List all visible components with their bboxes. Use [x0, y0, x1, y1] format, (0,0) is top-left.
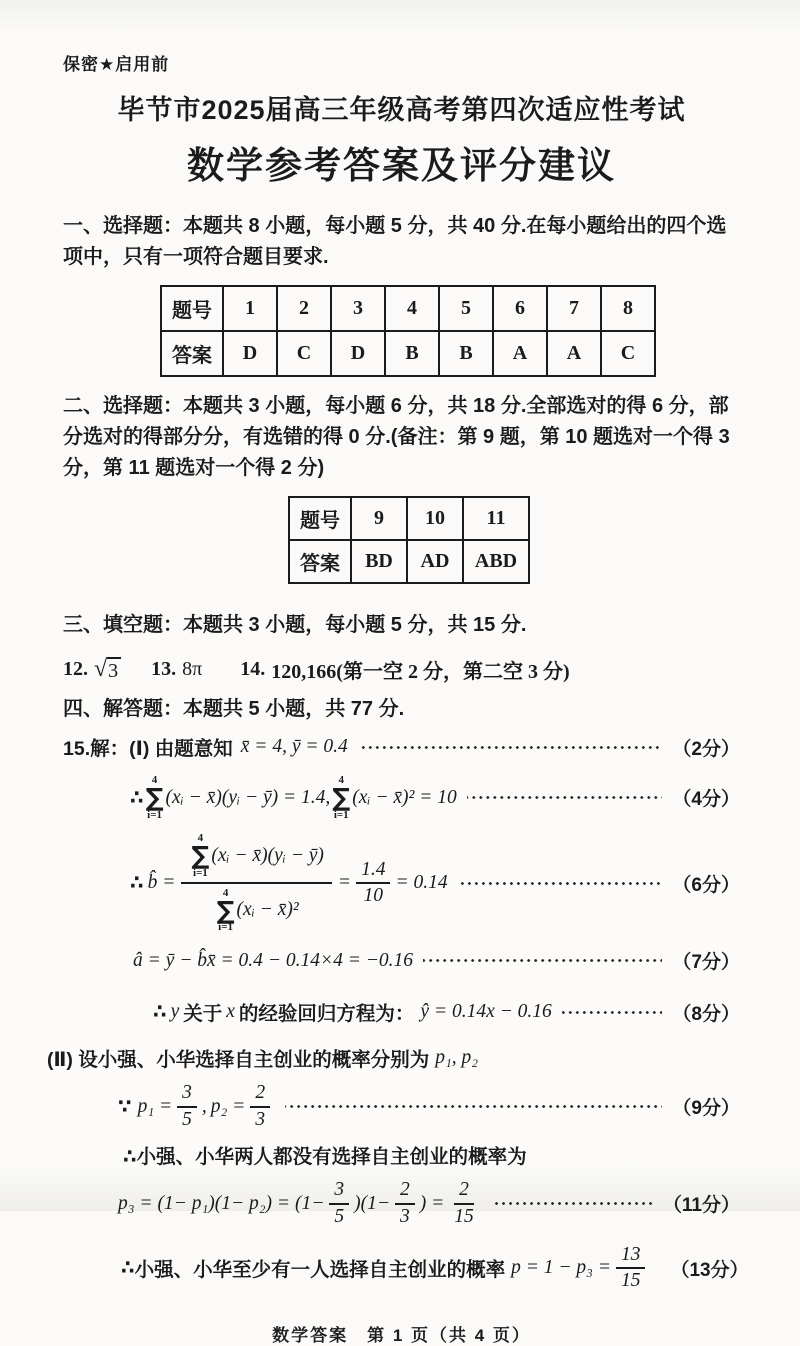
equals-sign: =	[337, 872, 352, 893]
score-badge: （7分）	[672, 952, 740, 974]
q15-line-neither	[63, 1141, 740, 1169]
sum-upper-limit: 4	[197, 831, 204, 844]
line-text: 关于	[183, 1003, 223, 1026]
math-expression: p₁ =	[137, 1095, 173, 1117]
fraction-numerator: 2	[395, 1179, 415, 1204]
math-expression: p₃ = (1− p₁)(1− p₂) = (1−	[118, 1192, 325, 1214]
sum-lower-limit: i=1	[218, 921, 233, 934]
sum-lower-limit: i=1	[333, 808, 349, 821]
dotted-leader	[458, 882, 663, 885]
sum-upper-limit: 4	[338, 774, 344, 786]
answer-cell: B	[439, 331, 493, 376]
therefore-symbol: ∴	[121, 1257, 135, 1280]
fraction-numerator: 1.4	[356, 859, 390, 884]
therefore-symbol: ∴	[130, 872, 144, 894]
answer-cell: AD	[407, 540, 463, 583]
fraction-numerator: 13	[616, 1244, 646, 1269]
dotted-leader	[562, 1011, 663, 1014]
score-badge: （9分）	[672, 1098, 740, 1120]
fraction-denominator: 5	[182, 1108, 192, 1130]
answer-cell: D	[223, 331, 277, 376]
fraction	[250, 1082, 270, 1131]
q15-line-sums	[63, 775, 740, 821]
table-row	[161, 286, 655, 331]
section1-heading: 一、选择题：本题共 8 小题，每小题 5 分，共 40 分.在每小题给出的四个选项中，只有一项符合题目要求.	[63, 215, 727, 268]
fraction-denominator: 10	[363, 885, 384, 906]
answer-cell: BD	[351, 540, 407, 583]
answer-table-q1-8	[160, 285, 656, 377]
summation	[217, 888, 235, 934]
dotted-leader	[467, 796, 663, 799]
fraction	[449, 1179, 479, 1228]
answer-header: 答案	[289, 540, 351, 583]
exam-title: 毕节市2025届高三年级高考第四次适应性考试	[117, 95, 686, 125]
question-number-cell: 7	[547, 286, 601, 331]
answer-cell: D	[331, 331, 385, 376]
radicand: 3	[107, 657, 121, 682]
q15-line-part2	[47, 1044, 740, 1072]
answer-cell: B	[385, 331, 439, 376]
security-notice: 保密★启用前	[63, 55, 170, 74]
q15-line-final	[63, 1243, 749, 1293]
answer-header: 答案	[161, 331, 223, 376]
question-number-cell: 11	[463, 497, 529, 540]
q14-label: 14.	[240, 658, 266, 680]
fraction-numerator: 2	[250, 1082, 270, 1107]
fraction-numerator: 2	[454, 1179, 474, 1204]
score-badge: （6分）	[672, 874, 740, 896]
score-badge: （13分）	[670, 1259, 749, 1281]
y-variable: y	[170, 1001, 180, 1023]
sum-upper-limit: 4	[151, 774, 158, 786]
section3-heading: 三、填空题：本题共 3 小题，每小题 5 分，共 15 分.	[63, 614, 527, 636]
therefore-symbol: ∴	[130, 786, 144, 809]
q15-line-bhat	[63, 833, 740, 934]
fraction-numerator	[181, 833, 332, 884]
big-fraction	[181, 833, 332, 934]
comma: ,	[201, 1095, 207, 1117]
question-number-cell: 3	[331, 286, 385, 331]
fraction	[395, 1179, 415, 1228]
question-number-cell: 1	[223, 286, 277, 331]
fraction-denominator: 3	[400, 1205, 410, 1227]
question-number-cell: 9	[351, 497, 407, 540]
fraction-numerator: 3	[177, 1082, 197, 1107]
section4-heading: 四、解答题：本题共 5 小题，共 77 分.	[63, 698, 405, 720]
answer-cell: C	[277, 331, 331, 376]
q15-line-given	[63, 733, 740, 761]
question-number-cell: 4	[385, 286, 439, 331]
math-expression: ) =	[419, 1192, 445, 1214]
sigma-symbol: ∑	[216, 895, 235, 925]
q12-label: 12.	[63, 658, 88, 680]
dotted-leader	[494, 1202, 653, 1205]
math-expression: b̂ =	[147, 872, 176, 893]
q13-answer: 8π	[182, 658, 203, 680]
question-number-header: 题号	[289, 497, 351, 540]
sigma-symbol: ∑	[332, 783, 351, 812]
q15-line-ahat	[63, 947, 740, 974]
page-footer: 数学答案 第 1 页（共 4 页）	[272, 1325, 531, 1345]
math-expression: (xᵢ − x̄)²	[236, 899, 299, 921]
answer-cell: C	[601, 331, 655, 376]
q14-answer: 120,166(第一空 2 分，第二空 3 分)	[271, 661, 570, 683]
dotted-leader	[358, 746, 663, 749]
fraction-denominator: 15	[454, 1205, 474, 1227]
summation	[332, 775, 350, 821]
fraction	[616, 1244, 646, 1293]
section2-heading: 二、选择题：本题共 3 小题，每小题 6 分，共 18 分.全部选对的得 6 分，部分选对的得部分分，有选错的得 0 分.(备注：第 9 题，第 10 题选对一个得 3 分，第 11 题选对一个得 2 分)	[63, 395, 730, 479]
math-expression: (xᵢ − x̄)² = 10	[352, 786, 457, 808]
dotted-leader	[285, 1105, 662, 1108]
fraction	[329, 1179, 349, 1228]
question-number-header: 题号	[161, 286, 223, 331]
score-badge: （8分）	[672, 1003, 740, 1025]
answer-cell: A	[547, 331, 601, 376]
sum-upper-limit: 4	[222, 886, 229, 899]
math-expression: â = ȳ − b̂x̄ = 0.4 − 0.14×4 = −0.16	[133, 949, 414, 971]
score-badge: （11分）	[662, 1195, 740, 1217]
math-expression: (xᵢ − x̄)(yᵢ − ȳ)	[211, 844, 324, 866]
line-text: 15.解：(Ⅰ) 由题意知	[63, 738, 233, 760]
question-number-cell: 8	[601, 286, 655, 331]
score-badge: （2分）	[672, 738, 740, 760]
score-badge: （4分）	[672, 789, 740, 811]
fraction-denominator: 15	[620, 1270, 641, 1292]
answer-cell: A	[493, 331, 547, 376]
document-title: 数学参考答案及评分建议	[187, 145, 616, 186]
sigma-symbol: ∑	[191, 840, 210, 870]
math-expression: )(1−	[354, 1192, 391, 1214]
line-text: ∴小强、小华两人都没有选择自主创业的概率为	[123, 1146, 527, 1169]
fill-in-answers-line	[63, 655, 740, 684]
line-text: (Ⅱ) 设小强、小华选择自主创业的概率分别为	[47, 1049, 430, 1072]
q12-answer	[94, 657, 121, 682]
sigma-symbol: ∑	[145, 783, 164, 812]
sum-lower-limit: i=1	[147, 808, 162, 821]
answer-table-q9-11	[288, 496, 530, 584]
summation	[191, 833, 209, 879]
question-number-cell: 6	[493, 286, 547, 331]
fraction-denominator	[207, 884, 307, 934]
sum-lower-limit: i=1	[192, 866, 208, 879]
fraction	[177, 1082, 197, 1131]
line-text: 的经验回归方程为：	[238, 1003, 415, 1026]
math-expression: x̄ = 4, ȳ = 0.4	[240, 736, 348, 757]
q13-label: 13.	[151, 658, 177, 680]
answer-cell: ABD	[463, 540, 529, 583]
table-row	[289, 497, 529, 540]
math-expression: p₂ =	[210, 1095, 246, 1117]
line-text: 小强、小华至少有一人选择自主创业的概率	[134, 1259, 506, 1282]
q15-line-p3	[63, 1179, 740, 1228]
math-expression: p₁, p₂	[435, 1047, 479, 1069]
q15-line-probabilities	[63, 1082, 740, 1131]
radical-symbol: √	[94, 656, 108, 682]
table-row	[161, 331, 655, 376]
q15-line-regression	[63, 998, 740, 1026]
dotted-leader	[423, 959, 662, 962]
question-number-cell: 2	[277, 286, 331, 331]
fraction-denominator: 5	[334, 1205, 345, 1227]
question-number-cell: 5	[439, 286, 493, 331]
x-variable: x	[226, 1001, 235, 1023]
math-result: = 0.14	[395, 872, 448, 893]
math-expression: (xᵢ − x̄)(yᵢ − ȳ) = 1.4,	[165, 786, 331, 808]
therefore-symbol: ∴	[153, 1001, 167, 1024]
math-expression: p = 1 − p₃ =	[511, 1257, 611, 1279]
because-symbol: ∵	[118, 1095, 132, 1118]
fraction-numerator: 3	[329, 1179, 349, 1204]
summation	[146, 775, 164, 821]
fraction-denominator: 3	[255, 1108, 266, 1130]
question-number-cell: 10	[407, 497, 463, 540]
table-row	[289, 540, 529, 583]
fraction	[356, 859, 390, 908]
math-expression: ŷ = 0.14x − 0.16	[420, 1001, 552, 1023]
